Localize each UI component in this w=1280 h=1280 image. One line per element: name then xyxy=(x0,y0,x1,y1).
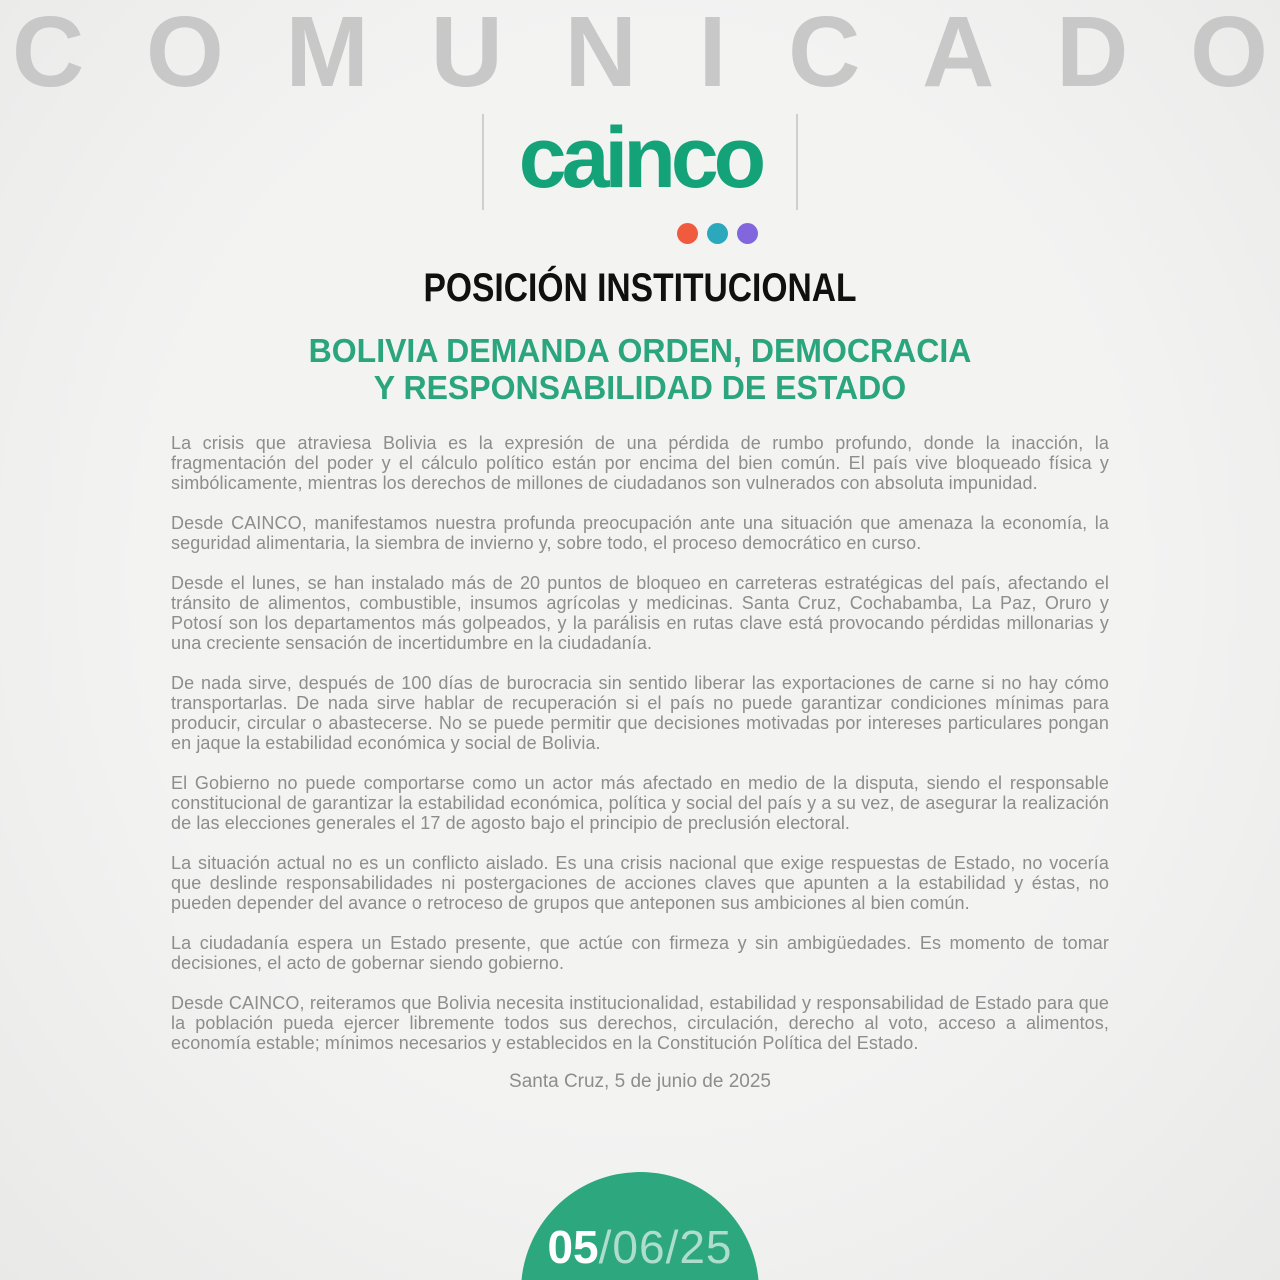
cainco-wordmark: cainco xyxy=(518,110,762,206)
body-paragraph: De nada sirve, después de 100 días de burocracia sin sentido liberar las exportaciones de carne si no hay cómo transportarlas. De nada sirve hablar de recuperación si el país no puede garantizar condiciones mínimas para producir, circular o abastecerse. No se puede permitir que decisiones motivadas por intereses particulares pongan en jaque la estabilidad económica y social de Bolivia. xyxy=(171,672,1109,753)
body-paragraph: La ciudadanía espera un Estado presente, que actúe con firmeza y sin ambigüedades. Es momento de tomar decisiones, el acto de gobernar siendo gobierno. xyxy=(171,932,1109,973)
watermark-letter: M xyxy=(285,0,369,108)
body-paragraph: Desde CAINCO, manifestamos nuestra profunda preocupación ante una situación que amenaza la economía, la seguridad alimentaria, la siembra de invierno y, sobre todo, el proceso democrático en curso. xyxy=(171,512,1109,553)
date-badge xyxy=(521,1172,759,1280)
watermark-letter: D xyxy=(1056,0,1129,108)
watermark-letter: O xyxy=(145,0,224,108)
statement-title xyxy=(19,332,1261,407)
purple-dot-icon xyxy=(737,223,758,244)
date-badge-rest: /06/25 xyxy=(598,1221,733,1273)
statement-title-line2: Y RESPONSABILIDAD DE ESTADO xyxy=(373,369,907,407)
watermark-letter: O xyxy=(1190,0,1268,108)
date-badge-day: 05 xyxy=(547,1221,599,1273)
date-badge-text xyxy=(521,1221,759,1273)
logo-divider-right xyxy=(796,114,798,210)
watermark-letter: N xyxy=(564,0,637,108)
logo-row xyxy=(0,112,1280,234)
cainco-logo xyxy=(484,112,796,234)
watermark-letter: C xyxy=(12,0,85,108)
body-paragraph: Desde el lunes, se han instalado más de 20 puntos de bloqueo en carreteras estratégicas del país, afectando el tránsito de alimentos, combustible, insumos agrícolas y medicinas. Santa Cruz, Cochabamba, La Paz, Oruro y Potosí son los departamentos más golpeados, y la parálisis en rutas clave está provocando pérdidas millonarias y una creciente sensación de incertidumbre en la ciudadanía. xyxy=(171,572,1109,653)
orange-dot-icon xyxy=(677,223,698,244)
watermark-text xyxy=(0,0,1280,108)
statement-title-line1: BOLIVIA DEMANDA ORDEN, DEMOCRACIA xyxy=(308,332,972,369)
dateline: Santa Cruz, 5 de junio de 2025 xyxy=(509,1070,771,1092)
watermark-letter: C xyxy=(788,0,861,108)
body-paragraph: La crisis que atraviesa Bolivia es la expresión de una pérdida de rumbo profundo, donde la inacción, la fragmentación del poder y el cálculo político están por encima del bien común. El país vive bloqueado física y simbólicamente, mientras los derechos de millones de ciudadanos son vulnerados con absoluta impunidad. xyxy=(171,432,1109,493)
section-kicker: POSICIÓN INSTITUCIONAL xyxy=(423,266,857,310)
logo-dots xyxy=(677,223,758,244)
watermark-letter: I xyxy=(698,0,727,108)
watermark-letter: A xyxy=(922,0,995,108)
watermark-letter: U xyxy=(430,0,503,108)
body-paragraph: Desde CAINCO, reiteramos que Bolivia necesita institucionalidad, estabilidad y responsabilidad de Estado para que la población pueda ejercer libremente todos sus derechos, circulación, derecho al voto, acceso a alimentos, economía estable; mínimos necesarios y establecidos en la Constitución Política del Estado. xyxy=(171,992,1109,1053)
teal-dot-icon xyxy=(707,223,728,244)
body-paragraph: La situación actual no es un conflicto aislado. Es una crisis nacional que exige respuestas de Estado, no vocería que deslinde responsabilidades ni postergaciones de acciones claves que apunten a la estabilidad y éstas, no pueden depender del avance o retroceso de grupos que anteponen sus ambiciones al bien común. xyxy=(171,852,1109,913)
body-paragraph: El Gobierno no puede comportarse como un actor más afectado en medio de la disputa, siendo el responsable constitucional de garantizar la estabilidad económica, política y social del país y a su vez, de asegurar la realización de las elecciones generales el 17 de agosto bajo el principio de preclusión electoral. xyxy=(171,772,1109,833)
statement-body xyxy=(171,433,1109,1053)
